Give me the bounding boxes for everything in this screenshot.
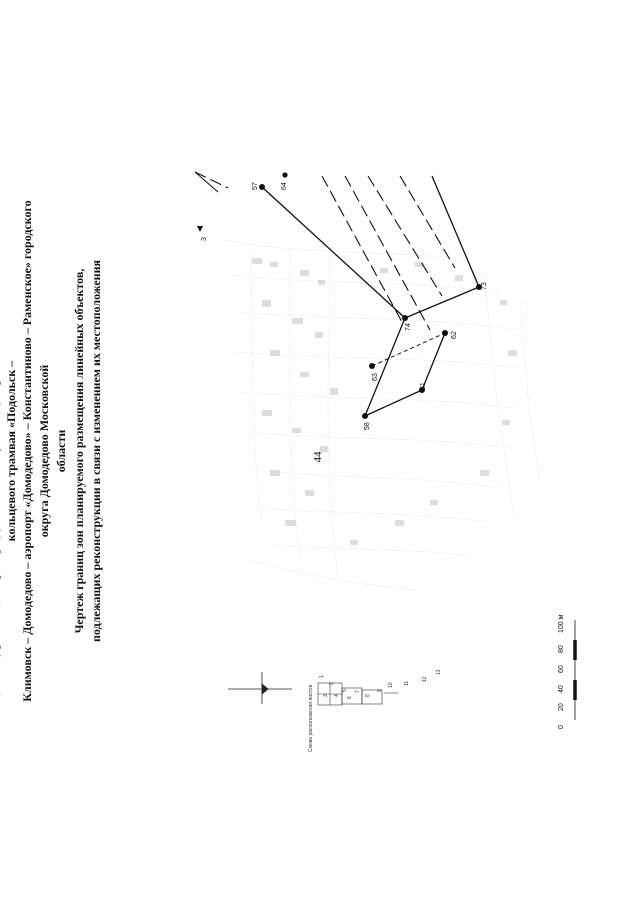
map-texture [225, 240, 540, 590]
legend-number-8: 8 [365, 694, 371, 697]
legend-title: Схема расположения листов [308, 684, 314, 752]
survey-points [197, 172, 482, 419]
legend-number-10: 10 [388, 682, 394, 688]
heading-line-2: кольцевого трамвая «Подольск – [3, 360, 18, 542]
point-marker-64 [282, 172, 287, 177]
point-label-64: 64 [281, 182, 288, 190]
legend-number-1: 1 [319, 675, 325, 678]
dashed-boundary-lines [195, 172, 455, 330]
legend-number-3: 3 [323, 694, 329, 697]
scale-label-60: 60 [558, 665, 565, 673]
map-texture-blocks [252, 258, 517, 545]
point-marker-3 [197, 226, 203, 232]
scale-label-100: 100 м [558, 614, 565, 633]
legend-number-13: 13 [436, 669, 442, 675]
heading-line-3: Климовск – Домодедово – аэропорт «Домодедово» – Константиново – Раменское» городского округа Домодедово Московской [20, 200, 51, 702]
page-number: 44 [312, 451, 324, 463]
scale-label-0: 0 [558, 725, 565, 729]
point-marker-63 [369, 363, 375, 369]
point-label-62: 62 [451, 331, 458, 339]
legend-number-5: 5 [342, 689, 348, 692]
point-label-61: 61 [420, 382, 427, 390]
legend-number-7: 7 [355, 690, 361, 693]
legend-number-12: 12 [422, 676, 428, 682]
scale-label-40: 40 [558, 685, 565, 693]
point-marker-62 [442, 330, 448, 336]
scale-label-80: 80 [558, 645, 565, 653]
legend-number-6: 6 [347, 696, 353, 699]
point-marker-58 [362, 413, 368, 419]
subtitle-line-1: Чертеж границ зон планируемого размещения линейных объектов, [72, 268, 87, 634]
point-label-63: 63 [372, 373, 379, 381]
scale-label-20: 20 [558, 703, 565, 711]
point-marker-74 [402, 315, 408, 321]
zone-boundary [365, 287, 479, 416]
heading-line-4: области [53, 429, 68, 473]
legend-number-4: 4 [334, 694, 340, 697]
point-label-74: 74 [405, 323, 412, 331]
point-marker-57 [259, 184, 265, 190]
point-label-57: 57 [252, 182, 259, 190]
point-label-58: 58 [364, 422, 371, 430]
sheet-layout-schema [318, 683, 398, 705]
north-arrow-icon [228, 672, 292, 704]
scale-bar-labels [558, 609, 572, 729]
legend-number-2: 2 [329, 682, 335, 685]
legend-number-11: 11 [404, 680, 410, 686]
subtitle-line-2: подлежащих реконструкции в связи с изменением их местоположения [88, 260, 103, 642]
point-label-3: 3 [201, 237, 208, 241]
point-label-73: 73 [481, 282, 488, 290]
legend-number-9: 9 [377, 689, 383, 692]
solid-boundary-lines [262, 176, 479, 318]
